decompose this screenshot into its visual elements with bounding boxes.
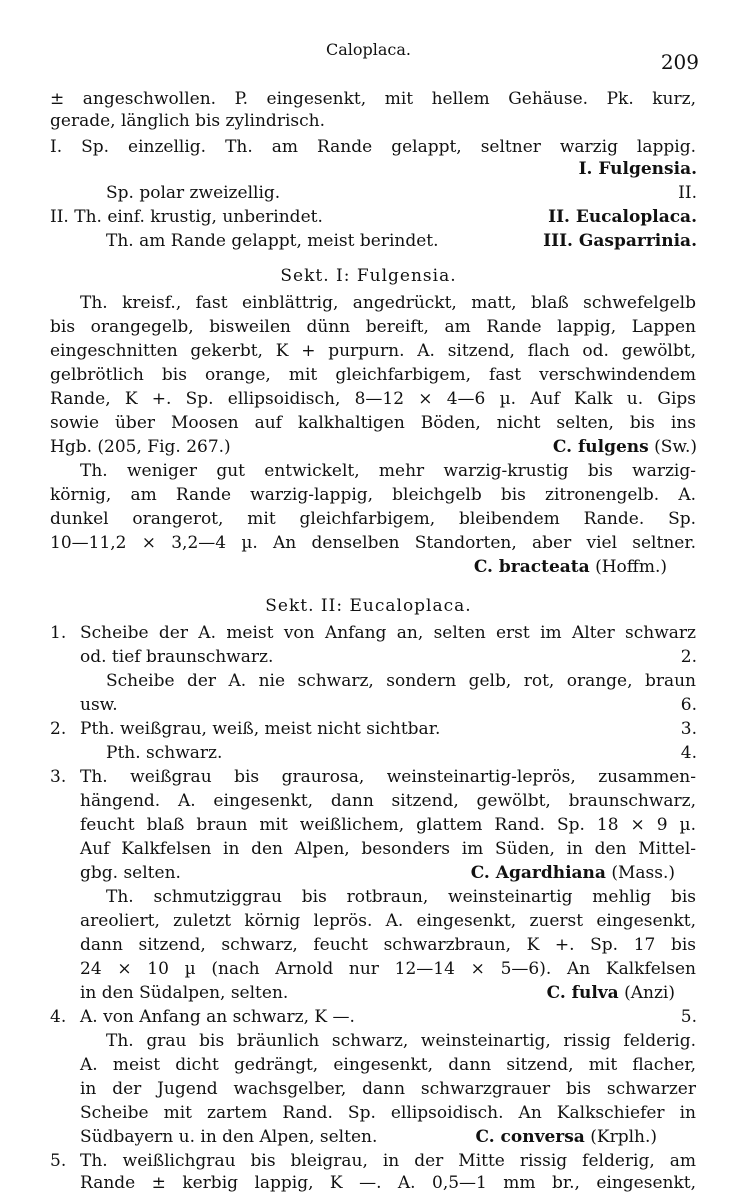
key-line: I. Sp. einzellig. Th. am Rande gelappt, seltner warzig lappig. xyxy=(50,137,696,157)
species-author: (Anzi) xyxy=(624,983,675,1003)
text-line: sowie über Moosen auf kalkhaltigen Böden, nicht selten, bis ins xyxy=(50,413,696,433)
species-name xyxy=(547,982,675,1004)
key-line: Rande ± kerbig lappig, K —. A. 0,5—1 mm br., eingesenkt, xyxy=(80,1173,696,1193)
text-line: bis orangegelb, bisweilen dünn bereift, am Rande lappig, Lappen xyxy=(50,317,696,337)
key-line: od. tief braunschwarz. xyxy=(80,647,274,667)
text-line: 10—11,2 × 3,2—4 µ. An denselben Standorten, aber viel seltner. xyxy=(50,533,696,553)
running-header: Caloplaca. xyxy=(325,40,411,59)
key-line: Südbayern u. in den Alpen, selten. xyxy=(80,1127,378,1147)
key-line: Th. schmutziggrau bis rotbraun, weinsteinartig mehlig bis xyxy=(106,887,696,907)
species-name xyxy=(474,556,667,578)
key-number: 1. xyxy=(50,623,67,643)
key-line: Scheibe der A. nie schwarz, sondern gelb, rot, orange, braun xyxy=(106,671,696,691)
text-line: eingeschnitten gekerbt, K + purpurn. A. sitzend, flach od. gewölbt, xyxy=(50,341,696,361)
key-lead: 5. xyxy=(680,1007,697,1027)
key-result: II. xyxy=(678,183,697,203)
key-number: 5. xyxy=(50,1151,67,1171)
text-line: körnig, am Rande warzig-lappig, bleichgelb bis zitronengelb. A. xyxy=(50,485,696,505)
text-line: dunkel orangerot, mit gleichfarbigem, bleibendem Rande. Sp. xyxy=(50,509,696,529)
species-binomial: C. conversa xyxy=(475,1127,585,1147)
key-lead: 6. xyxy=(680,695,697,715)
species-author: (Sw.) xyxy=(654,437,697,457)
key-line: A. meist dicht gedrängt, eingesenkt, dann sitzend, mit flacher, xyxy=(80,1055,696,1075)
species-binomial: C. fulgens xyxy=(552,437,649,457)
key-line: A. von Anfang an schwarz, K —. xyxy=(80,1007,355,1027)
key-result: I. Fulgensia. xyxy=(578,159,697,179)
text-line: ± angeschwollen. P. eingesenkt, mit hellem Gehäuse. Pk. kurz, xyxy=(50,89,696,109)
section-heading: Sekt. I: Fulgensia. xyxy=(280,266,457,286)
key-line: in der Jugend wachsgelber, dann schwarzgrauer bis schwarzer xyxy=(80,1079,696,1099)
key-line: Th. grau bis bräunlich schwarz, weinsteinartig, rissig felderig. xyxy=(106,1031,696,1051)
text-line: gerade, länglich bis zylindrisch. xyxy=(50,111,325,131)
key-line: Th. weißlichgrau bis bleigrau, in der Mitte rissig felderig, am xyxy=(80,1151,696,1171)
species-author: (Hoffm.) xyxy=(595,557,667,577)
key-line: Pth. schwarz. xyxy=(106,743,223,763)
page-number: 209 xyxy=(660,50,699,74)
key-lead: 3. xyxy=(680,719,697,739)
section-heading: Sekt. II: Eucaloplaca. xyxy=(265,596,472,616)
key-line: Scheibe der A. meist von Anfang an, selten erst im Alter schwarz xyxy=(80,623,696,643)
key-line: dann sitzend, schwarz, feucht schwarzbraun, K +. Sp. 17 bis xyxy=(80,935,696,955)
key-line: areoliert, zuletzt körnig leprös. A. eingesenkt, zuerst eingesenkt, xyxy=(80,911,696,931)
text-line: Th. weniger gut entwickelt, mehr warzig-krustig bis warzig- xyxy=(80,461,696,481)
key-line: II. Th. einf. krustig, unberindet. xyxy=(50,207,323,227)
species-name xyxy=(471,862,675,884)
text-line: Th. kreisf., fast einblättrig, angedrückt, matt, blaß schwefelgelb xyxy=(80,293,696,313)
key-lead: 2. xyxy=(680,647,697,667)
key-lead: 4. xyxy=(680,743,697,763)
key-number: 3. xyxy=(50,767,67,787)
text-line: gelbrötlich bis orange, mit gleichfarbigem, fast verschwindendem xyxy=(50,365,696,385)
species-name xyxy=(553,436,697,458)
text-line: Rande, K +. Sp. ellipsoidisch, 8—12 × 4—6 µ. Auf Kalk u. Gips xyxy=(50,389,696,409)
species-author: (Krplh.) xyxy=(590,1127,657,1147)
species-binomial: C. bracteata xyxy=(473,557,590,577)
key-line: usw. xyxy=(80,695,118,715)
key-line: feucht blaß braun mit weißlichem, glattem Rand. Sp. 18 × 9 µ. xyxy=(80,815,696,835)
key-line: Auf Kalkfelsen in den Alpen, besonders im Süden, in den Mittel- xyxy=(80,839,696,859)
key-line: Pth. weißgrau, weiß, meist nicht sichtbar. xyxy=(80,719,441,739)
key-line: Th. am Rande gelappt, meist berindet. xyxy=(106,231,439,251)
key-line: gbg. selten. xyxy=(80,863,181,883)
key-line: Scheibe mit zartem Rand. Sp. ellipsoidisch. An Kalkschiefer in xyxy=(80,1103,696,1123)
key-result: III. Gasparrinia. xyxy=(543,231,697,251)
key-line: in den Südalpen, selten. xyxy=(80,983,289,1003)
species-author: (Mass.) xyxy=(611,863,675,883)
key-number: 4. xyxy=(50,1007,67,1027)
key-line: 24 × 10 µ (nach Arnold nur 12—14 × 5—6). An Kalkfelsen xyxy=(80,959,696,979)
text-line: Hgb. (205, Fig. 267.) xyxy=(50,437,231,457)
species-name xyxy=(475,1126,657,1148)
key-number: 2. xyxy=(50,719,67,739)
key-line: hängend. A. eingesenkt, dann sitzend, gewölbt, braunschwarz, xyxy=(80,791,696,811)
key-line: Sp. polar zweizellig. xyxy=(106,183,281,203)
key-result: II. Eucaloplaca. xyxy=(548,207,697,227)
key-line: Th. weißgrau bis graurosa, weinsteinartig-leprös, zusammen- xyxy=(80,767,696,787)
species-binomial: C. Agardhiana xyxy=(470,863,606,883)
species-binomial: C. fulva xyxy=(546,983,619,1003)
